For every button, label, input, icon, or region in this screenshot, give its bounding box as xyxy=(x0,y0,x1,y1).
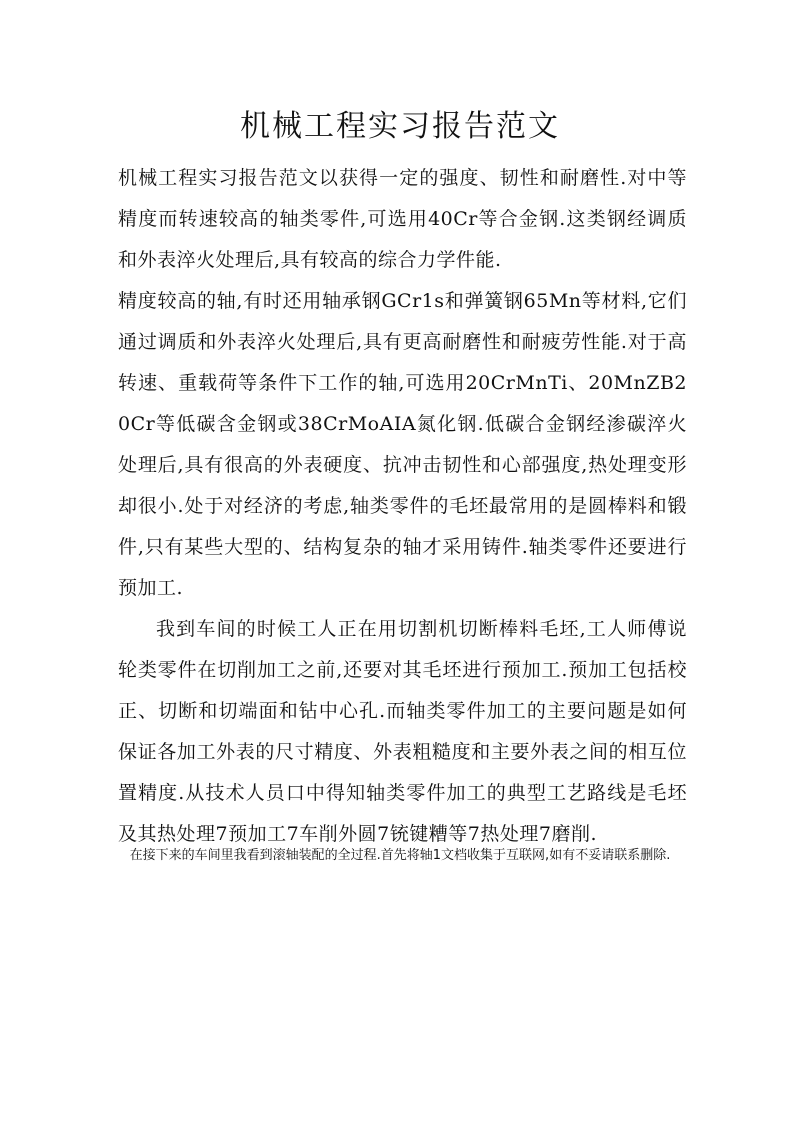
footer-note: 在接下来的车间里我看到滚轴装配的全过程.首先将轴1文档收集于互联网,如有不妥请联系删除. xyxy=(129,848,671,863)
paragraph-3: 我到车间的时候工人正在用切割机切断棒料毛坯,工人师傅说轮类零件在切削加工之前,还要对其毛坯进行预加工.预加工包括校正、切断和切端面和钻中心孔.而轴类零件加工的主要问题是如何保证各加工外表的尺寸精度、外表粗糙度和主要外表之间的相互位置精度.从技术人员口中得知轴类零件加工的典型工艺路线是毛坯及其热处理7预加工7车削外圆7铳键糟等7热处理7磨削. xyxy=(118,618,687,845)
paragraph-2: 精度较高的轴,有时还用轴承钢GCr1s和弹簧钢65Mn等材料,它们通过调质和外表淬火处理后,具有更高耐磨性和耐疲劳性能.对于高转速、重载荷等条件下工作的轴,可选用20CrMnTi、20MnZB20Cr等低碳含金钢或38CrMoAIA氮化钢.低碳合金钢经渗碳淬火处理后,具有很高的外表硬度、抗冲击韧性和心部强度,热处理变形却很小.处于对经济的考虑,轴类零件的毛坯最常用的是圆棒料和锻件,只有某些大型的、结构复杂的轴才采用铸件.轴类零件还要进行预加工. xyxy=(118,290,687,599)
paragraph-1: 机械工程实习报告范文以获得一定的强度、韧性和耐磨性.对中等精度而转速较高的轴类零件,可选用40Cr等合金钢.这类钢经调质和外表淬火处理后,具有较高的综合力学件能. xyxy=(118,167,687,271)
document-title: 机械工程实习报告范文 xyxy=(240,109,560,144)
document-body xyxy=(118,158,687,855)
